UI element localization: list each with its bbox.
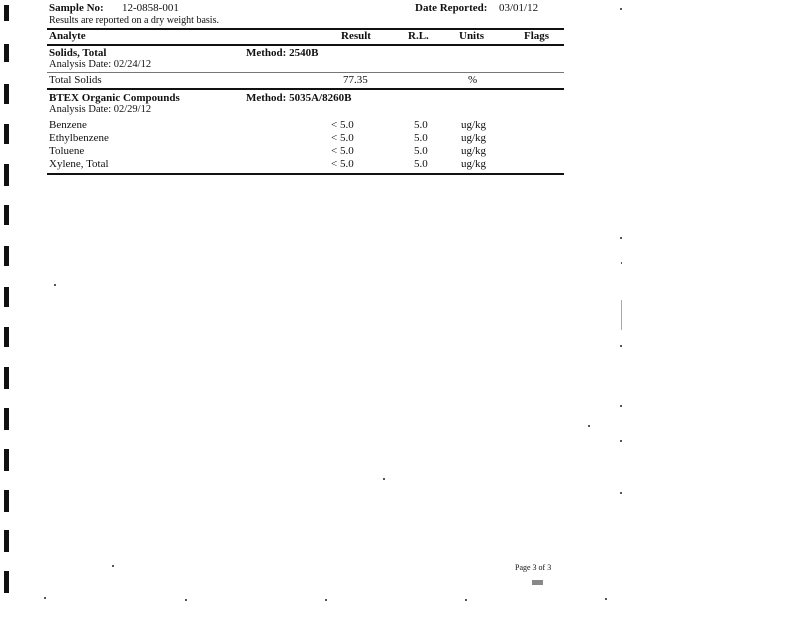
binding-mark (4, 287, 9, 307)
binding-mark (4, 408, 9, 430)
analysis-date: Analysis Date: 02/24/12 (49, 59, 152, 70)
basis-note: Results are reported on a dry weight basis. (49, 15, 219, 26)
speck (465, 599, 467, 601)
table-row-analyte: Benzene (49, 119, 87, 131)
binding-mark (4, 449, 9, 471)
table-row-rl: 5.0 (414, 119, 428, 131)
speck (620, 237, 622, 239)
section-method: Method: 2540B (246, 47, 319, 59)
table-row-units: ug/kg (461, 158, 487, 170)
col-rl: R.L. (408, 30, 429, 42)
table-row-analyte: Total Solids (49, 74, 102, 86)
sample-label: Sample No: (49, 2, 104, 14)
sample-number: 12-0858-001 (122, 2, 179, 14)
date-reported-label: Date Reported: (415, 2, 488, 14)
col-analyte: Analyte (49, 30, 86, 42)
binding-mark (4, 44, 9, 62)
table-row-units: ug/kg (461, 132, 487, 144)
binding-mark (4, 530, 9, 552)
binding-mark (4, 164, 9, 186)
binding-mark (4, 367, 9, 389)
binding-mark (4, 205, 9, 225)
table-row-result: < 5.0 (331, 119, 354, 131)
section-divider (47, 72, 564, 73)
speck (54, 284, 56, 286)
table-row-result: < 5.0 (331, 132, 354, 144)
table-rule-end (47, 173, 564, 175)
table-row-analyte: Ethylbenzene (49, 132, 109, 144)
speck (620, 492, 622, 494)
binding-mark (4, 571, 9, 593)
table-row-result: < 5.0 (331, 145, 354, 157)
table-row-analyte: Toluene (49, 145, 85, 157)
analysis-date: Analysis Date: 02/29/12 (49, 104, 152, 115)
binding-mark (4, 490, 9, 512)
table-row-units: ug/kg (461, 119, 487, 131)
binding-mark (4, 84, 9, 104)
section-method: Method: 5035A/8260B (246, 92, 352, 104)
section-title: Solids, Total (49, 47, 107, 59)
footer-mark (532, 580, 543, 585)
speck (620, 8, 622, 10)
col-result: Result (341, 30, 371, 42)
table-row-result: < 5.0 (331, 158, 354, 170)
speck (605, 598, 607, 600)
table-row-rl: 5.0 (414, 132, 428, 144)
table-row-rl: 5.0 (414, 145, 428, 157)
speck (185, 599, 187, 601)
binding-mark (4, 327, 9, 347)
speck (621, 300, 622, 330)
header-rule-top (47, 28, 564, 30)
table-row-units: % (468, 74, 478, 86)
binding-mark (4, 124, 9, 144)
speck (620, 440, 622, 442)
speck (44, 597, 46, 599)
header-rule-bottom (47, 44, 564, 46)
col-units: Units (459, 30, 485, 42)
table-row-units: ug/kg (461, 145, 487, 157)
speck (588, 425, 590, 427)
date-reported-value: 03/01/12 (499, 2, 539, 14)
speck (325, 599, 327, 601)
col-flags: Flags (524, 30, 550, 42)
speck (383, 478, 385, 480)
page-number: Page 3 of 3 (515, 563, 552, 572)
speck (620, 405, 622, 407)
speck (620, 345, 622, 347)
binding-mark (4, 246, 9, 266)
binding-mark (4, 5, 9, 21)
section-title: BTEX Organic Compounds (49, 92, 180, 104)
table-row-result: 77.35 (343, 74, 368, 86)
speck (621, 262, 622, 264)
speck (112, 565, 114, 567)
section-rule (47, 88, 564, 90)
table-row-rl: 5.0 (414, 158, 428, 170)
table-row-analyte: Xylene, Total (49, 158, 109, 170)
